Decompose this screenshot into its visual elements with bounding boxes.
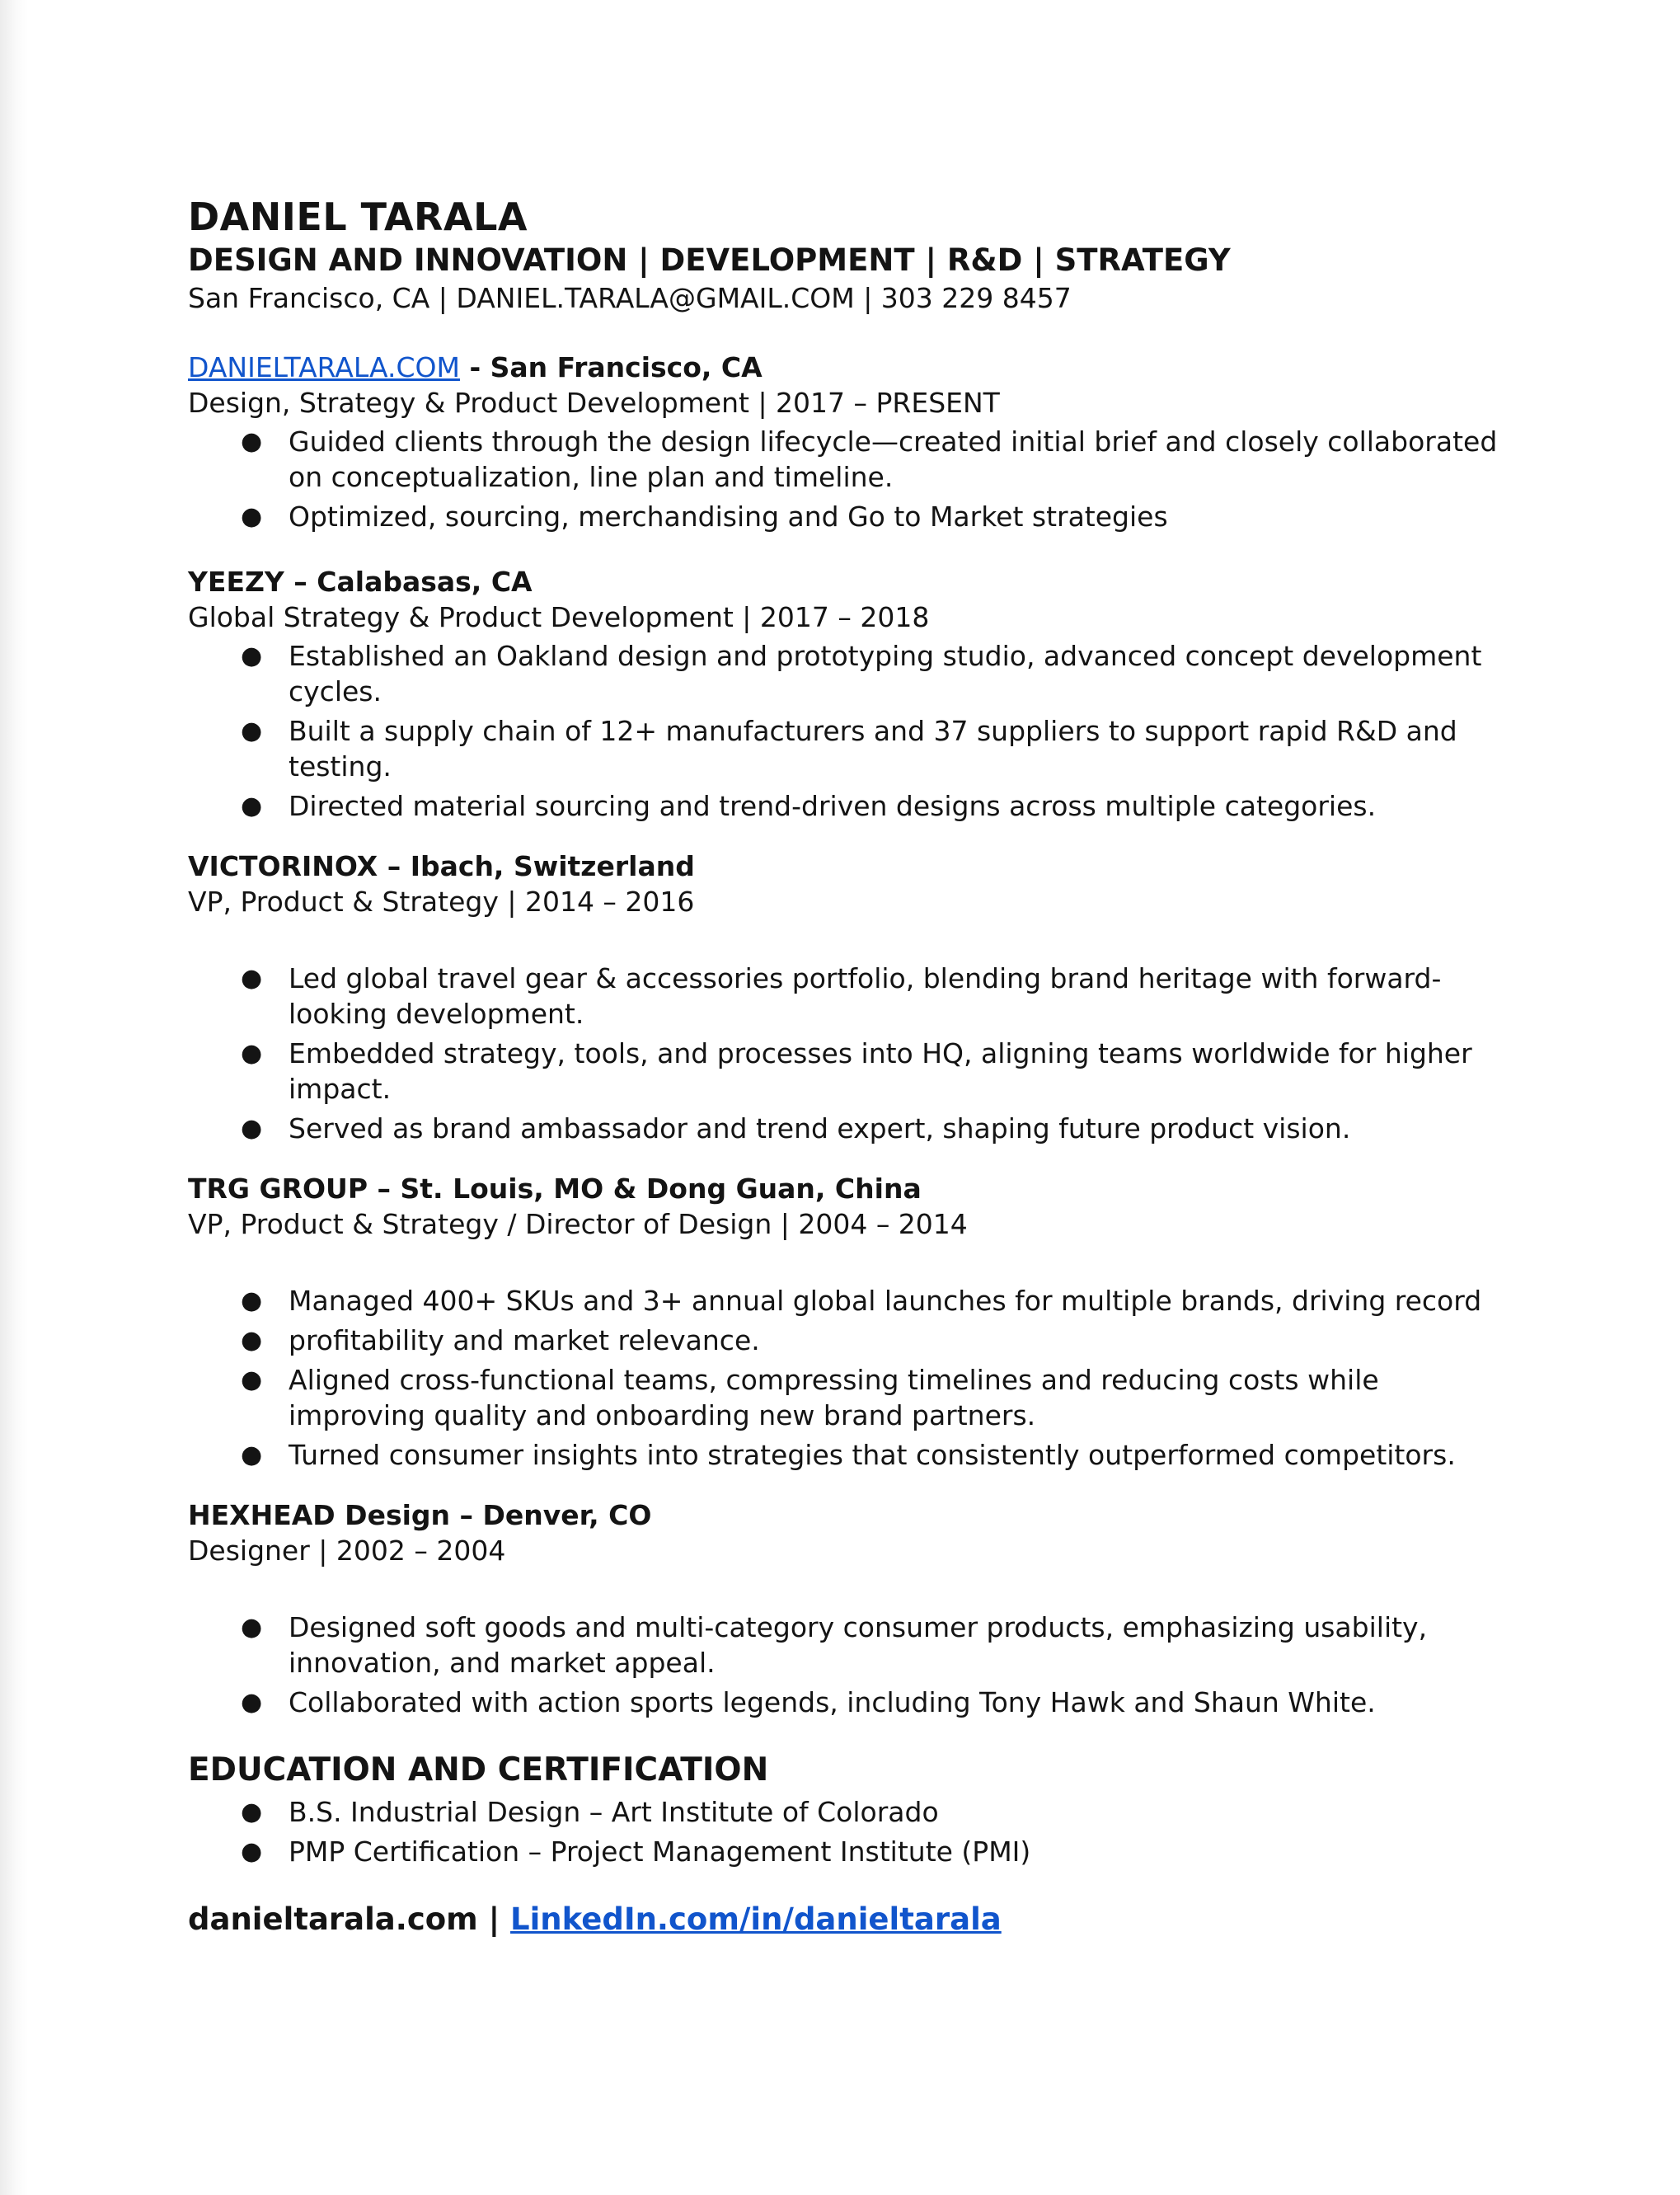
- job-heading: [188, 350, 1515, 386]
- candidate-name: DANIEL TARALA: [188, 195, 528, 239]
- job-entry: [188, 1171, 1515, 1473]
- list-item: ● profitability and market relevance.: [241, 1324, 760, 1356]
- job-bullets: [188, 961, 1515, 1146]
- footer-site: danieltarala.com: [188, 1901, 478, 1937]
- list-item: ● Embedded strategy, tools, and processes into HQ, aligning teams worldwide for higher impact.: [241, 1037, 1472, 1105]
- job-location: - San Francisco, CA: [459, 351, 763, 383]
- bullet-icon: ●: [241, 1441, 263, 1469]
- company-name: VICTORINOX: [188, 850, 378, 882]
- job-location: – Ibach, Switzerland: [378, 850, 695, 882]
- spacer: [188, 919, 1515, 957]
- resume-page: [188, 195, 1515, 1940]
- company-name: YEEZY: [188, 566, 284, 598]
- contact-line: San Francisco, CA | DANIEL.TARALA@GMAIL.COM | 303 229 8457: [188, 282, 1072, 314]
- list-item: ● Established an Oakland design and prototyping studio, advanced concept development cycles.: [241, 640, 1482, 707]
- job-entry: [188, 848, 1515, 1146]
- bullet-icon: ●: [241, 1326, 263, 1355]
- company-name: HEXHEAD Design: [188, 1499, 451, 1531]
- job-location: – Denver, CO: [450, 1499, 652, 1531]
- bullet-icon: ●: [241, 1837, 263, 1866]
- bullet-icon: ●: [241, 1613, 263, 1642]
- bullet-icon: ●: [241, 1798, 263, 1826]
- list-item: ● Guided clients through the design lifecycle—created initial brief and closely collaborated on conceptualization, line plan and timeline.: [241, 425, 1498, 493]
- list-item: ● B.S. Industrial Design – Art Institute of Colorado: [241, 1796, 939, 1828]
- list-item: ● Aligned cross-functional teams, compressing timelines and reducing costs while improving quality and onboarding new brand partners.: [241, 1364, 1379, 1431]
- job-heading: [188, 1497, 1515, 1534]
- job-role: Design, Strategy & Product Development | 2017 – PRESENT: [188, 387, 1000, 419]
- job-location: – Calabasas, CA: [284, 566, 533, 598]
- list-item: ● Turned consumer insights into strategies that consistently outperformed competitors.: [241, 1439, 1456, 1471]
- bullet-icon: ●: [241, 502, 263, 531]
- job-role: Global Strategy & Product Development | 2017 – 2018: [188, 601, 930, 633]
- job-bullets: [188, 1610, 1515, 1720]
- list-item: ● Led global travel gear & accessories portfolio, blending brand heritage with forward-looking development.: [241, 962, 1442, 1030]
- bullet-icon: ●: [241, 792, 263, 820]
- spacer: [188, 1568, 1515, 1606]
- job-bullets: [188, 424, 1515, 534]
- education-list: [188, 1794, 1515, 1869]
- bullet-icon: ●: [241, 1039, 263, 1068]
- job-role: VP, Product & Strategy / Director of Design | 2004 – 2014: [188, 1208, 968, 1240]
- job-entry: [188, 350, 1515, 534]
- professional-tagline: DESIGN AND INNOVATION | DEVELOPMENT | R&D | STRATEGY: [188, 242, 1231, 278]
- bullet-icon: ●: [241, 1365, 263, 1394]
- bullet-icon: ●: [241, 964, 263, 993]
- bullet-icon: ●: [241, 642, 263, 670]
- list-item: ● Optimized, sourcing, merchandising and Go to Market strategies: [241, 501, 1168, 533]
- list-item: ● Managed 400+ SKUs and 3+ annual global launches for multiple brands, driving record: [241, 1285, 1482, 1317]
- linkedin-link[interactable]: LinkedIn.com/in/danieltarala: [510, 1901, 1002, 1937]
- bullet-icon: ●: [241, 717, 263, 745]
- job-heading: [188, 848, 1515, 885]
- job-entry: [188, 1497, 1515, 1720]
- list-item: ● Collaborated with action sports legends, including Tony Hawk and Shaun White.: [241, 1686, 1376, 1718]
- job-bullets: [188, 638, 1515, 824]
- company-website-link[interactable]: DANIELTARALA.COM: [188, 351, 460, 383]
- footer-separator: |: [477, 1901, 511, 1937]
- page-edge-shadow: [0, 0, 28, 2195]
- job-heading: [188, 1171, 1515, 1207]
- footer-links: [188, 1899, 1515, 1940]
- list-item: ● Served as brand ambassador and trend expert, shaping future product vision.: [241, 1112, 1351, 1145]
- job-location: – St. Louis, MO & Dong Guan, China: [368, 1173, 922, 1205]
- bullet-icon: ●: [241, 1286, 263, 1315]
- job-role: Designer | 2002 – 2004: [188, 1535, 506, 1567]
- job-bullets: [188, 1283, 1515, 1473]
- job-entry: [188, 564, 1515, 824]
- list-item: ● Directed material sourcing and trend-driven designs across multiple categories.: [241, 790, 1377, 822]
- list-item: ● PMP Certification – Project Management Institute (PMI): [241, 1835, 1031, 1868]
- bullet-icon: ●: [241, 427, 263, 456]
- bullet-icon: ●: [241, 1688, 263, 1717]
- company-name: TRG GROUP: [188, 1173, 368, 1205]
- list-item: ● Built a supply chain of 12+ manufacturers and 37 suppliers to support rapid R&D and testing.: [241, 715, 1457, 783]
- bullet-icon: ●: [241, 1114, 263, 1143]
- spacer: [188, 1242, 1515, 1280]
- education-heading: EDUCATION AND CERTIFICATION: [188, 1751, 769, 1788]
- list-item: ● Designed soft goods and multi-category consumer products, emphasizing usability, innovation, and market appeal.: [241, 1611, 1428, 1679]
- job-role: VP, Product & Strategy | 2014 – 2016: [188, 886, 695, 918]
- job-heading: [188, 564, 1515, 600]
